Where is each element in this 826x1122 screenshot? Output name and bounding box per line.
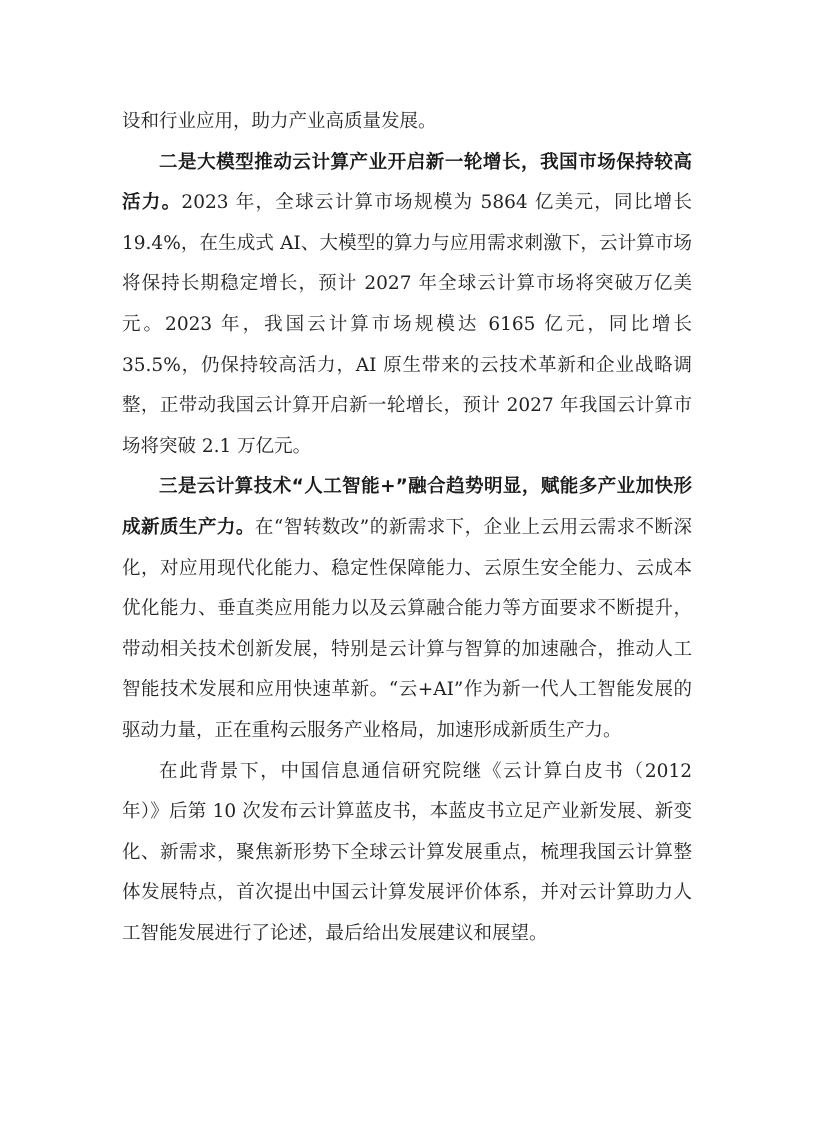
paragraph-background [122,752,692,955]
paragraph-text: 在此背景下，中国信息通信研究院继《云计算白皮书（2012 年）》后第 10 次发布云计算蓝皮书，本蓝皮书立足产业新发展、新变化、新需求，聚焦新形势下全球云计算发展重点，梳理我国云计算整体发展特点，首次提出中国云计算发展评价体系，并对云计算助力人工智能发展进行了论述，最后给出发展建议和展望。 [122,760,692,944]
paragraph-point-three [122,467,692,751]
paragraph-continuation [122,102,692,143]
document-body [122,102,692,954]
paragraph-lead-heading: 三是云计算技术“人工智能+”融合趋势明显，赋能多产业加快形成新质生产力。 [122,476,692,538]
paragraph-point-two [122,143,692,468]
paragraph-text: 2023 年，全球云计算市场规模为 5864 亿美元，同比增长 19.4%，在生成式 AI、大模型的算力与应用需求刺激下，云计算市场将保持长期稳定增长，预计 2027 年全球云计算市场将突破万亿美元。2023 年，我国云计算市场规模达 6165 亿元，同比增长 35.5%，仍保持较高活力，AI 原生带来的云技术革新和企业战略调整，正带动我国云计算开启新一轮增长，预计 2027 年我国云计算市场将突破 2.1 万亿元。 [122,192,692,457]
paragraph-text: 在“智转数改”的新需求下，企业上云用云需求不断深化，对应用现代化能力、稳定性保障能力、云原生安全能力、云成本优化能力、垂直类应用能力以及云算融合能力等方面要求不断提升，带动相关技术创新发展，特别是云计算与智算的加速融合，推动人工智能技术发展和应用快速革新。“云+AI”作为新一代人工智能发展的驱动力量，正在重构云服务产业格局，加速形成新质生产力。 [122,516,692,741]
paragraph-lead-heading: 二是大模型推动云计算产业开启新一轮增长，我国市场保持较高活力。 [122,151,692,214]
paragraph-text: 设和行业应用，助力产业高质量发展。 [122,111,437,132]
